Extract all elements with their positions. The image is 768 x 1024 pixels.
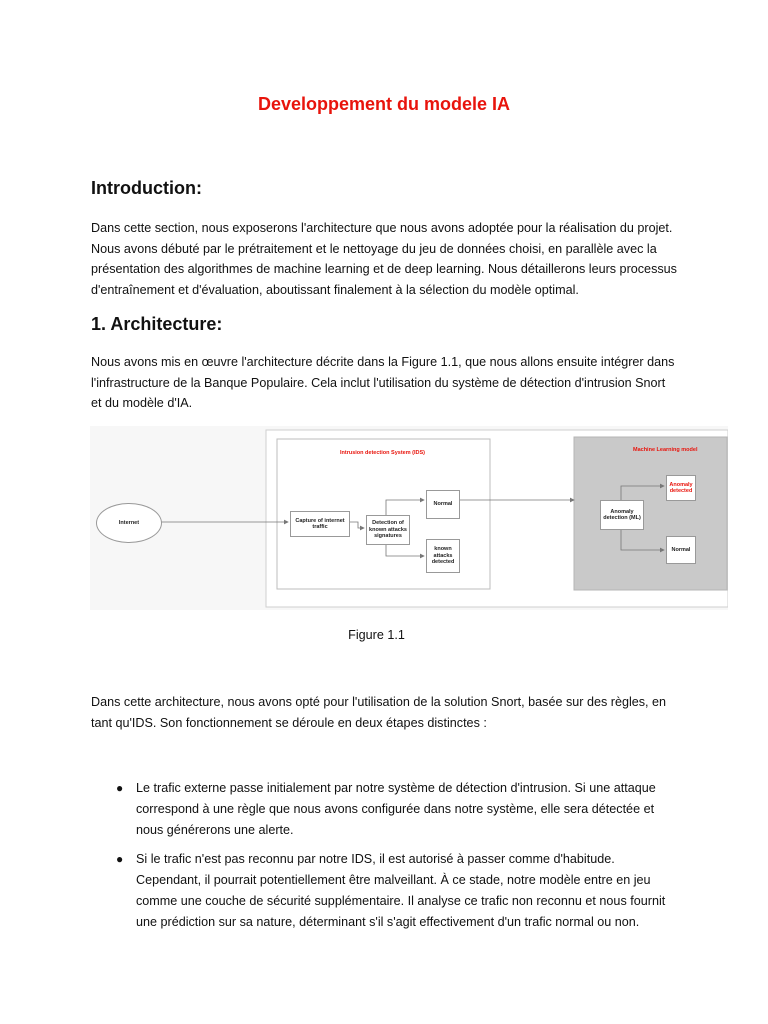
list-item-line: nous générerons une alerte. bbox=[136, 823, 294, 837]
ml-label: Machine Learning model bbox=[633, 447, 698, 453]
architecture-diagram bbox=[90, 426, 728, 610]
intro-paragraph bbox=[91, 218, 691, 300]
list-item-line: correspond à une règle que nous avons configurée dans notre système, elle sera détectée et bbox=[136, 802, 655, 816]
list-item-line: une prédiction sur sa nature, déterminant s'il s'agit effectivement d'un trafic normal ou non. bbox=[136, 915, 640, 929]
heading-architecture: 1. Architecture: bbox=[91, 314, 223, 334]
bullet-icon: ● bbox=[116, 781, 124, 795]
figure-caption: Figure 1.1 bbox=[348, 628, 405, 642]
intro-line: Nous avons débuté par le prétraitement et le nettoyage du jeu de données choisi, en parallèle avec la bbox=[91, 241, 657, 256]
internet-node: Internet bbox=[96, 503, 162, 543]
list-item-line: comme une couche de sécurité supplémentaire. Il analyse ce trafic non reconnu et nous fournit bbox=[136, 894, 666, 908]
list-item-line: Si le trafic n'est pas reconnu par notre IDS, il est autorisé à passer comme d'habitude. bbox=[136, 852, 615, 866]
list-item bbox=[91, 778, 691, 841]
list-item-line: Le trafic externe passe initialement par notre système de détection d'intrusion. Si une attaque bbox=[136, 781, 656, 795]
architecture-paragraph bbox=[91, 352, 691, 414]
intro-line: présentation des algorithmes de machine learning et de deep learning. Nous détaillerons leurs processus bbox=[91, 262, 677, 276]
architecture-line: et du modèle d'IA. bbox=[91, 396, 193, 410]
detection-node: Detection of known attacks signatures bbox=[366, 515, 410, 545]
intro-line: Dans cette section, nous exposerons l'architecture que nous avons adoptée pour la réalisation du projet. bbox=[91, 221, 673, 235]
list-item-line: Cependant, il pourrait potentiellement être malveillant. À ce stade, notre modèle entre en jeu bbox=[136, 873, 651, 887]
intro-line: d'entraînement et d'évaluation, aboutissant finalement à la sélection du modèle optimal. bbox=[91, 282, 579, 297]
architecture-line: l'infrastructure de la Banque Populaire. Cela inclut l'utilisation du système de détection d'intrusion Snort bbox=[91, 375, 666, 390]
steps-list bbox=[91, 778, 691, 941]
heading-introduction: Introduction: bbox=[91, 178, 202, 198]
normal-node-ml: Normal bbox=[666, 536, 696, 564]
anomaly-detected-node: Anomaly detected bbox=[666, 475, 696, 501]
bullet-icon: ● bbox=[116, 852, 124, 866]
normal-node-ids: Normal bbox=[426, 490, 460, 519]
snort-paragraph bbox=[91, 692, 691, 733]
capture-node: Capture of internet traffic bbox=[290, 511, 350, 537]
document-title: Developpement du modele IA bbox=[257, 94, 511, 114]
known-attacks-node: known attacks detected bbox=[426, 539, 460, 573]
anomaly-detection-node: Anomaly detection (ML) bbox=[600, 500, 644, 530]
architecture-line: Nous avons mis en œuvre l'architecture décrite dans la Figure 1.1, que nous allons ensuite intégrer dans bbox=[91, 355, 675, 369]
ids-label: Intrusion detection System (IDS) bbox=[340, 450, 425, 456]
list-item bbox=[91, 849, 691, 933]
snort-line: Dans cette architecture, nous avons opté pour l'utilisation de la solution Snort, basée sur des règles, en bbox=[91, 695, 667, 709]
snort-line: tant qu'IDS. Son fonctionnement se déroule en deux étapes distinctes : bbox=[91, 715, 487, 730]
